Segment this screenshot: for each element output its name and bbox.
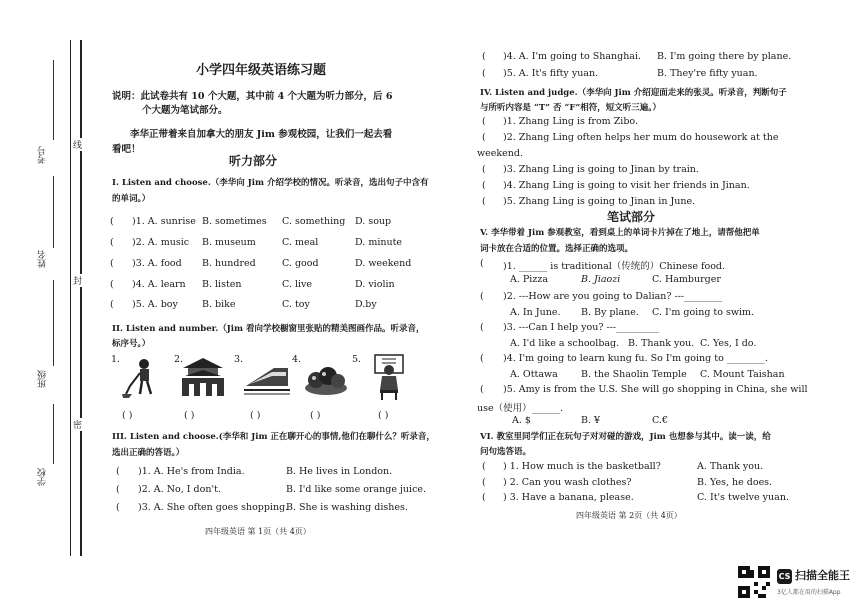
option-a: )1. A. He's from India.: [138, 466, 245, 477]
option-a: )5. A. It's fifty yuan.: [503, 68, 599, 79]
option-a: )4. A. I'm going to Shanghai.: [503, 51, 642, 62]
fold-mark-secret: 密: [73, 418, 82, 431]
sweeping-boy-picture: [122, 356, 160, 398]
picture-answer-blank[interactable]: ( ): [310, 410, 321, 421]
sec3-heading-2: 选出正确的答语。）: [112, 448, 185, 458]
option-c: C. something: [282, 216, 346, 227]
instructions-line-1: 说明：此试卷共有 10 个大题，其中前 4 个大题为听力部分，后 6: [112, 91, 393, 102]
answer-bracket[interactable]: (: [110, 258, 114, 269]
question: ) 3. Have a banana, please.: [503, 492, 634, 503]
option-b: B. hundred: [202, 258, 256, 269]
picture-answer-blank[interactable]: ( ): [184, 410, 195, 421]
option-b: B. I'd like some orange juice.: [286, 484, 427, 495]
option-a: )3. A. food: [132, 258, 182, 269]
option-d: D.by: [355, 299, 377, 310]
statement-continued: weekend.: [477, 148, 523, 159]
option-b: B. I'm going there by plane.: [657, 51, 792, 62]
option-c: C.€: [652, 415, 668, 426]
question-stem: )1. ______ is traditional（传统的）Chinese food.: [503, 261, 726, 272]
statement: )3. Zhang Ling is going to Jinan by train.: [503, 164, 699, 175]
answer-bracket[interactable]: (: [110, 237, 114, 248]
binding-line-thick: [80, 40, 82, 556]
answer-bracket[interactable]: (: [482, 116, 486, 127]
option-b: B. They're fifty yuan.: [657, 68, 758, 79]
sec6-heading-2: 问句选答语。: [480, 447, 532, 457]
statement: )5. Zhang Ling is going to Jinan in June.: [503, 196, 696, 207]
statement: )2. Zhang Ling often helps her mum do housework at the: [503, 132, 779, 143]
option-b: B. Thank you.: [628, 338, 695, 349]
question-stem-continued: use（使用）______.: [477, 403, 564, 414]
option-a: )4. A. learn: [132, 279, 186, 290]
writing-section-title: 笔试部分: [607, 210, 656, 224]
option-a: A. Ottawa: [510, 369, 558, 380]
scanner-tagline: 3亿人都在用的扫描App: [777, 589, 841, 596]
option-d: D. soup: [355, 216, 392, 227]
school-label: 学校: [38, 468, 48, 486]
option-a: A. Pizza: [510, 274, 549, 285]
sec2-heading-1: II. Listen and number.（Jim 看向学校橱窗里张贴的精美图画作品。听录音，: [112, 324, 425, 334]
answer-bracket[interactable]: (: [482, 461, 486, 472]
option-c: C. meal: [282, 237, 319, 248]
name-line: [53, 176, 54, 248]
answer-bracket[interactable]: (: [116, 484, 120, 495]
option-b: B. listen: [202, 279, 242, 290]
answer-bracket[interactable]: (: [116, 466, 120, 477]
answer-bracket[interactable]: (: [480, 384, 484, 395]
answer-option: A. Thank you.: [697, 461, 764, 472]
answer-bracket[interactable]: (: [482, 132, 486, 143]
picture-number: 4.: [292, 354, 302, 365]
question: ) 2. Can you wash clothes?: [503, 477, 632, 488]
option-b: B. ¥: [581, 415, 601, 426]
train-picture: [244, 362, 290, 396]
option-b: B. Jiaozi: [581, 274, 621, 285]
answer-bracket[interactable]: (: [480, 258, 484, 269]
sec4-heading-1: IV. Listen and judge.（李华向 Jim 介绍迎面走来的张灵。听录音，判断句子: [480, 88, 787, 98]
picture-number: 2.: [174, 354, 184, 365]
option-c: C. live: [282, 279, 313, 290]
qr-code-icon: [738, 566, 770, 598]
question-stem: )4. I'm going to learn kung fu. So I'm going to ________.: [503, 353, 768, 364]
sec2-heading-2: 标序号。）: [112, 339, 151, 349]
option-a: A. I'd like a schoolbag.: [510, 338, 620, 349]
sec5-heading-2: 词卡放在合适的位置。选择正确的选项。: [480, 244, 634, 254]
answer-bracket[interactable]: (: [482, 477, 486, 488]
exam-number-label: 考号: [38, 146, 48, 164]
option-d: D. minute: [355, 237, 403, 248]
option-b: B. the Shaolin Temple: [581, 369, 687, 380]
instructions-line-2: 个大题为笔试部分。: [142, 105, 228, 116]
class-label: 班级: [38, 370, 48, 388]
intro-line-1: 李华正带着来自加拿大的朋友 Jim 参观校园，让我们一起去看: [130, 129, 393, 140]
answer-bracket[interactable]: (: [116, 502, 120, 513]
intro-line-2: 看吧！: [112, 144, 141, 155]
answer-bracket[interactable]: (: [480, 353, 484, 364]
food-picture: [304, 364, 348, 396]
option-a: A. $: [512, 415, 531, 426]
answer-bracket[interactable]: (: [482, 164, 486, 175]
sec3-heading-1: III. Listen and choose.(李华和 Jim 正在聊开心的事情,他们在聊什么？听录音，: [112, 432, 435, 442]
sec4-heading-2: 与所听内容是 “T” 否 “F”相符，短文听三遍。）: [480, 103, 662, 113]
option-b: B. He lives in London.: [286, 466, 393, 477]
option-a: )3. A. She often goes shopping.: [138, 502, 289, 513]
answer-bracket[interactable]: (: [482, 180, 486, 191]
option-a: )2. A. music: [132, 237, 190, 248]
class-line: [53, 280, 54, 366]
answer-bracket[interactable]: (: [482, 51, 486, 62]
exam-title: 小学四年级英语练习题: [196, 63, 327, 78]
answer-bracket[interactable]: (: [110, 216, 114, 227]
option-c: C. Yes, I do.: [700, 338, 757, 349]
answer-bracket[interactable]: (: [480, 322, 484, 333]
option-a: A. In June.: [510, 307, 561, 318]
answer-bracket[interactable]: (: [110, 299, 114, 310]
picture-answer-blank[interactable]: ( ): [378, 410, 389, 421]
sec1-heading-2: 的单词。）: [112, 194, 151, 204]
option-c: C. I'm going to swim.: [652, 307, 755, 318]
question-stem: )3. ---Can I help you? ---_________: [503, 322, 659, 333]
option-d: D. weekend: [355, 258, 412, 269]
fold-mark-seal: 封: [73, 274, 82, 287]
school-line: [53, 404, 54, 464]
binding-line-thin: [70, 40, 71, 556]
statement: )1. Zhang Ling is from Zibo.: [503, 116, 638, 127]
page-footer-left: 四年级英语 第 1页（共 4页）: [205, 527, 311, 536]
option-b: B. By plane.: [581, 307, 639, 318]
listening-section-title: 听力部分: [229, 154, 278, 168]
answer-bracket[interactable]: (: [482, 492, 486, 503]
question-stem: )2. ---How are you going to Dalian? ---________: [503, 291, 723, 302]
sec6-heading-1: VI. 教室里同学们正在玩句子对对碰的游戏，Jim 也想参与其中。读一读，给: [480, 432, 771, 442]
answer-bracket[interactable]: (: [482, 196, 486, 207]
exam-number-line: [53, 60, 54, 140]
option-a: )1. A. sunrise: [132, 216, 196, 227]
option-c: C. Hamburger: [652, 274, 721, 285]
answer-bracket[interactable]: (: [110, 279, 114, 290]
picture-answer-blank[interactable]: ( ): [122, 410, 133, 421]
option-b: B. museum: [202, 237, 256, 248]
fold-mark-line: 线: [73, 138, 82, 151]
option-b: B. bike: [202, 299, 236, 310]
option-c: C. good: [282, 258, 319, 269]
answer-bracket[interactable]: (: [482, 68, 486, 79]
question-stem: )5. Amy is from the U.S. She will go shopping in China, she will: [503, 384, 808, 395]
option-d: D. violin: [355, 279, 395, 290]
scanner-logo-icon: CS: [777, 569, 792, 584]
picture-number: 1.: [111, 354, 121, 365]
tiananmen-picture: [180, 354, 226, 400]
sec5-heading-1: V. 李华带着 Jim 参观教室，看到桌上的单词卡片掉在了地上，请帮他把单: [480, 228, 760, 238]
option-b: B. She is washing dishes.: [286, 502, 408, 513]
picture-answer-blank[interactable]: ( ): [250, 410, 261, 421]
option-a: )2. A. No, I don't.: [138, 484, 221, 495]
girl-reading-picture: [374, 354, 404, 400]
question: ) 1. How much is the basketball?: [503, 461, 661, 472]
statement: )4. Zhang Ling is going to visit her friends in Jinan.: [503, 180, 750, 191]
answer-option: C. It's twelve yuan.: [697, 492, 789, 503]
scanner-brand: 扫描全能王: [795, 569, 850, 582]
answer-option: B. Yes, he does.: [697, 477, 773, 488]
option-b: B. sometimes: [202, 216, 267, 227]
picture-number: 3.: [234, 354, 244, 365]
name-label: 姓名: [38, 250, 48, 268]
picture-number: 5.: [352, 354, 362, 365]
sec1-heading-1: I. Listen and choose.（李华向 Jim 介绍学校的情况。听录音，选出句子中含有: [112, 178, 429, 188]
option-c: C. Mount Taishan: [700, 369, 785, 380]
option-a: )5. A. boy: [132, 299, 178, 310]
answer-bracket[interactable]: (: [480, 291, 484, 302]
option-c: C. toy: [282, 299, 310, 310]
page-footer-right: 四年级英语 第 2页（共 4页）: [576, 511, 682, 520]
